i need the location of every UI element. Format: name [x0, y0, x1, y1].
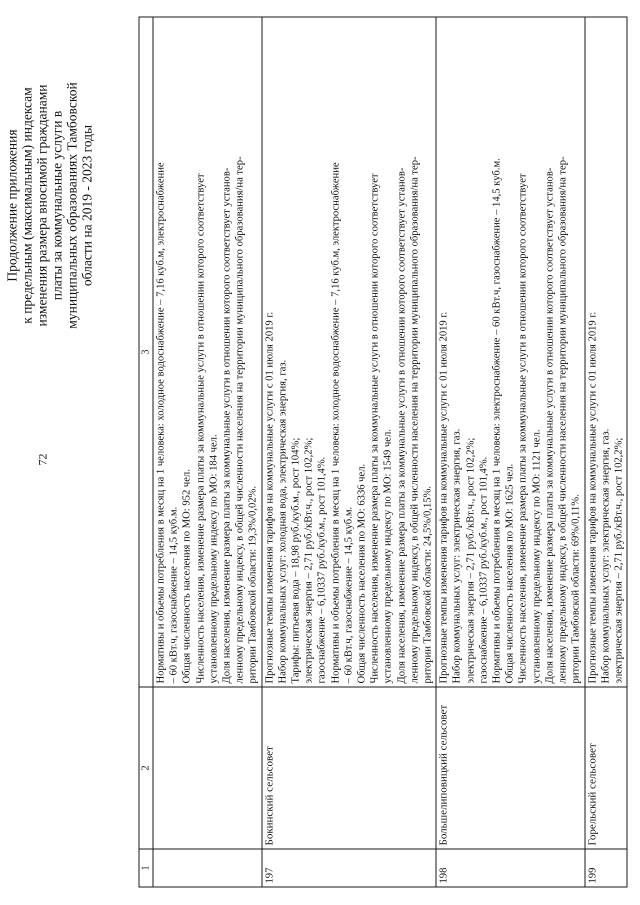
description-line: Нормативы и объемы потребления в месяц на 1 человека: холодное водоснабжение – 7,16 куб.м, электроснабжение	[329, 161, 341, 683]
description-line: Нормативы и объемы потребления в месяц на 1 человека: холодное водоснабжение – 7,16 куб.м, электроснабжение	[155, 161, 166, 683]
description-line: ритории Тамбовской области: 19,3%/0,02%.	[247, 485, 259, 683]
description-line: Численность населения, изменение размера платы за коммунальные услуги в отношении которого соответствует	[369, 172, 381, 683]
row-number-cell: 198	[436, 849, 584, 887]
description-line: Прогнозные темпы изменения тарифов на коммунальные услуги с 01 июля 2019 г.	[438, 311, 450, 683]
page-number: 72	[35, 453, 49, 465]
description-cell	[436, 17, 584, 687]
description-line: газоснабжение – 6,10337 руб./куб.м., рост 101,4%.	[477, 456, 489, 683]
indices-table	[138, 16, 627, 887]
description-line: электрическая энергия – 2,71 руб./кВт.ч., рост 102,2%;	[464, 437, 476, 683]
row-number-cell: 197	[261, 849, 436, 887]
description-line: ленному предельному индексу, в общей численности населения на территории муниципального образования/на тер-	[408, 155, 420, 683]
municipality-cell: Большелиповицкий сельсовет	[436, 687, 584, 849]
description-line: Общая численность населения по МО: 952 чел.	[181, 468, 193, 683]
description-line: – 60 кВт.ч, газоснабжение – 14,5 куб.м.	[342, 506, 354, 683]
description-line: электрическая энергия – 2,71 руб./кВт.ч., рост 102,2%;	[612, 437, 624, 683]
table-row	[261, 17, 436, 887]
description-cell	[584, 17, 627, 687]
table-row	[153, 17, 262, 887]
table-row	[436, 17, 584, 887]
table-header-row	[139, 17, 153, 887]
description-line: электрическая энергия – 2,71 руб./кВт.ч., рост 102,2%;	[303, 437, 315, 683]
description-line: Общая численность населения по МО: 1625 чел.	[504, 463, 516, 683]
description-line: Тарифы: питьевая вода – 18,98 руб./куб.м., рост 104%;	[290, 437, 302, 683]
description-line: Набор коммунальных услуг: электрическая энергия, газ.	[599, 428, 611, 683]
description-line: Численность населения, изменение размера платы за коммунальные услуги в отношении которого соответствует	[194, 172, 206, 683]
row-number-cell: 199	[584, 849, 627, 887]
description-line: ритории Тамбовской области: 24,5%/0,15%.	[422, 485, 434, 683]
heading-line: области на 2019 - 2023 годы	[79, 124, 94, 286]
description-line: ленному предельному индексу, в общей численности населения на территории муниципального образования/на тер-	[234, 155, 246, 683]
description-line: Численность населения, изменение размера платы за коммунальные услуги в отношении которого соответствует	[517, 172, 529, 683]
heading-line: платы за коммунальные услуги в	[49, 110, 64, 300]
description-line: Набор коммунальных услуг: электрическая энергия, газ.	[451, 428, 463, 683]
heading-line: Продолжение приложения	[4, 128, 19, 282]
header-cell: 2	[139, 687, 153, 849]
table-row	[584, 17, 627, 887]
heading-line: муниципальных образованиях Тамбовской	[64, 81, 79, 329]
description-line: газоснабжение – 6,10337 руб./куб.м., рост 101,4%.	[316, 456, 328, 683]
heading-line: изменения размера вносимой гражданами	[34, 84, 49, 326]
row-number-cell	[153, 849, 262, 887]
municipality-cell	[153, 687, 262, 849]
header-cell: 3	[139, 17, 153, 687]
description-line: Доля населения, изменение размера платы за коммунальные услуги в отношении которого соответствует установ-	[395, 167, 407, 683]
description-cell	[153, 17, 262, 687]
description-line: Прогнозные темпы изменения тарифов на коммунальные услуги с 01 июля 2019 г.	[586, 311, 598, 683]
description-line: установленному предельному индексу по МО: 1121 чел.	[530, 428, 542, 683]
description-line: – 60 кВт.ч, газоснабжение – 14,5 куб.м.	[168, 506, 180, 683]
description-cell	[261, 17, 436, 687]
municipality-cell: Горельский сельсовет	[584, 687, 627, 849]
header-cell: 1	[139, 849, 153, 887]
description-line: Прогнозные темпы изменения тарифов на коммунальные услуги с 01 июля 2019 г.	[263, 311, 275, 683]
description-line: установленному предельному индексу по МО: 184 чел.	[207, 433, 219, 683]
description-line: ритории Тамбовской области: 69%/0,11%.	[570, 493, 582, 683]
heading-line: к предельным (максимальным) индексам	[19, 86, 34, 324]
description-line: Набор коммунальных услуг: холодная вода, электрическая энергия, газ.	[276, 359, 288, 683]
description-line: Доля населения, изменение размера платы за коммунальные услуги в отношении которого соответствует установ-	[221, 167, 233, 683]
description-line: Доля населения, изменение размера платы за коммунальные услуги в отношении которого соответствует установ-	[543, 167, 555, 683]
municipality-cell: Бокинский сельсовет	[261, 687, 436, 849]
description-line: Нормативы и объемы потребления в месяц на 1 человека: электроснабжение – 60 кВт.ч, газоснабжение – 14,5 куб.м.	[491, 157, 503, 683]
description-line: ленному предельному индексу, в общей численности населения на территории муниципального образования/на тер-	[557, 155, 569, 683]
document-heading	[4, 25, 94, 385]
description-line: установленному предельному индексу по МО: 1549 чел.	[382, 428, 394, 683]
description-line: Общая численность населения по МО: 6336 чел.	[356, 463, 368, 683]
